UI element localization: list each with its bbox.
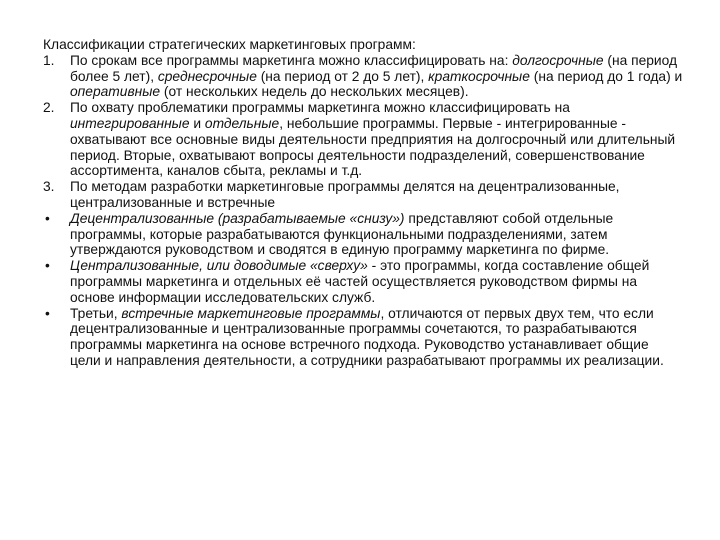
list-number: 2.	[43, 100, 55, 116]
slide-heading: Классификации стратегических маркетинговых программ:	[43, 37, 416, 52]
list-item-2	[43, 100, 683, 179]
text-segment: и	[189, 115, 205, 131]
list-item-text	[70, 179, 683, 211]
text-segment: Третьи,	[70, 305, 122, 321]
text-segment: (на период от 2 до 5 лет),	[256, 68, 429, 84]
term-counter-programs: встречные маркетинговые программы	[121, 305, 381, 321]
text-segment: , отличаются от первых двух тем, что если децентрализованные и централизованные программы сочетаются, то разрабатываются программы маркетинга на основе встречного подхода. Руководство устанавливает общие цели и направления деятельности, а сотрудники разрабатывают программы их реализации.	[70, 305, 664, 368]
text-segment: По методам разработки маркетинговые программы делятся на децентрализованные, централизованные и встречные	[70, 179, 620, 210]
list-item-text	[70, 100, 683, 179]
bullet-item-decentralized	[43, 211, 683, 258]
text-segment: представляют собой отдельные программы, которые разрабатываются функциональными подразделениями, затем утверждаются руководством и сводятся в единую программу маркетинга по фирме.	[70, 210, 614, 258]
text-segment: (на период до 1 года) и	[529, 68, 683, 84]
bullet-item-centralized	[43, 258, 683, 305]
text-segment: По срокам все программы маркетинга можно классифицировать на:	[70, 52, 513, 68]
list-item-text	[70, 211, 683, 258]
term-long-term: долгосрочные	[512, 52, 604, 68]
text-segment: - это программы, когда составление общей программы маркетинга и отдельных её частей осуществляется руководством фирмы на основе информации исследовательских служб.	[70, 258, 650, 305]
list-number: 3.	[43, 179, 55, 195]
term-centralized: Централизованные, или доводимые «сверху»	[70, 258, 368, 274]
text-segment: (на период более 5 лет),	[70, 52, 678, 84]
bullet-icon: •	[45, 210, 50, 226]
term-integrated: интегрированные	[70, 115, 190, 131]
list-item-3	[43, 179, 683, 211]
bullet-icon: •	[45, 258, 50, 274]
slide-text-block	[43, 37, 683, 369]
text-segment: (от нескольких недель до нескольких месяцев).	[160, 84, 469, 100]
list-item-1	[43, 53, 683, 100]
list-item-text	[70, 258, 683, 305]
term-decentralized: Децентрализованные (разрабатываемые «снизу»)	[70, 210, 405, 226]
text-segment: , небольшие программы. Первые - интегрированные - охватывают все основные виды деятельности предприятия на долгосрочный или длительный период. Вторые, охватывают вопросы деятельности подразделений, совершенствование ассортимента, каналов сбыта, рекламы и т.д.	[70, 115, 676, 179]
bullet-icon: •	[45, 305, 50, 321]
term-short-term: краткосрочные	[428, 68, 530, 84]
term-separate: отдельные	[204, 115, 280, 131]
term-medium-term: среднесрочные	[157, 68, 257, 84]
term-operational: оперативные	[70, 84, 161, 100]
list-number: 1.	[43, 52, 55, 68]
list-item-text	[70, 306, 683, 369]
list-item-text	[70, 53, 683, 100]
bullet-item-counter	[43, 306, 683, 369]
text-segment: По охвату проблематики программы маркетинга можно классифицировать на	[70, 100, 570, 116]
